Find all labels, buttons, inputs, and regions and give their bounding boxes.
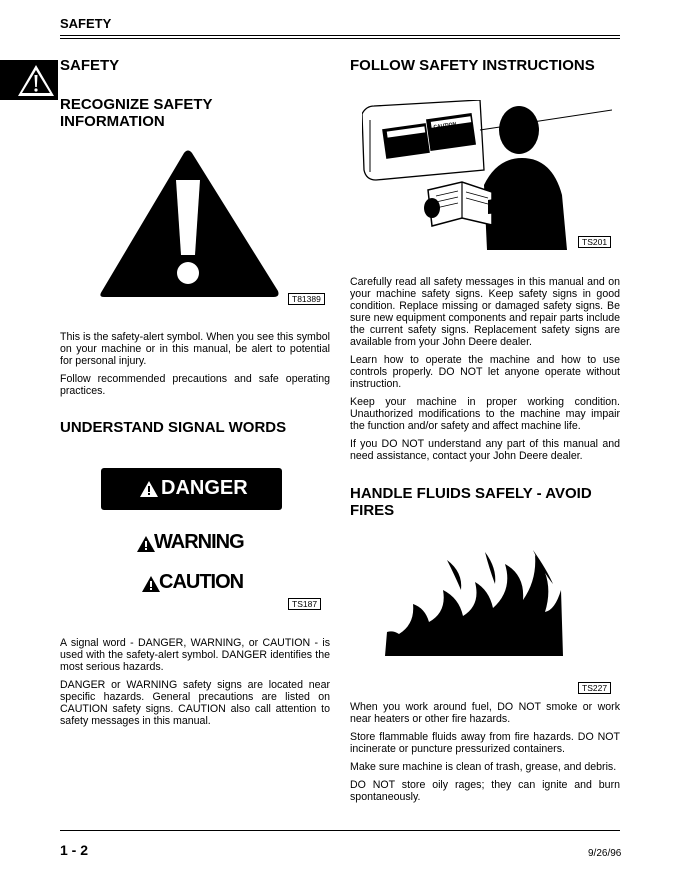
recognize-heading-line1: RECOGNIZE SAFETY [60, 96, 213, 113]
fluids-heading-line2: FIRES [350, 502, 395, 519]
figure-id: TS227 [578, 682, 611, 694]
paragraph: Make sure machine is clean of trash, grease, and debris. [350, 761, 617, 773]
figure-id: TS201 [578, 236, 611, 248]
recognize-heading-line2: INFORMATION [60, 113, 165, 130]
section-title: SAFETY [60, 57, 120, 74]
revision-date: 9/26/96 [588, 848, 622, 859]
paragraph: DANGER or WARNING safety signs are located near specific hazards. General precautions are listed on CAUTION safety signs. CAUTION also call attention to safety messages in this manual. [60, 679, 330, 727]
warning-triangle-icon [0, 60, 58, 100]
paragraph: A signal word - DANGER, WARNING, or CAUTION - is used with the safety-alert symbol. DANGER identifies the most serious hazards. [60, 637, 330, 673]
recognize-heading [60, 96, 213, 130]
warning-word: WARNING [154, 531, 244, 553]
fluids-body [350, 701, 620, 809]
warning-triangle-icon [141, 575, 161, 593]
header-rule [60, 35, 620, 39]
paragraph: If you DO NOT understand any part of this manual and need assistance, contact your John Deere dealer. [350, 438, 620, 462]
safety-tab [0, 60, 58, 100]
signal-heading: UNDERSTAND SIGNAL WORDS [60, 419, 287, 436]
paragraph: This is the safety-alert symbol. When you see this symbol on your machine or in this manual, be alert to potential for personal injury. [60, 331, 330, 367]
warning-triangle-icon [136, 535, 156, 553]
running-header: SAFETY [60, 16, 112, 31]
paragraph: Learn how to operate the machine and how to use controls properly. DO NOT let anyone operate without instruction. [350, 354, 620, 390]
footer-rule [60, 830, 620, 831]
fire-icon [385, 550, 565, 660]
danger-sign [101, 468, 282, 510]
fluids-heading [350, 485, 592, 519]
paragraph: When you work around fuel, DO NOT smoke or work near heaters or other fire hazards. [350, 701, 620, 725]
figure-id: T81389 [288, 293, 325, 305]
figure-id: TS187 [288, 598, 321, 610]
signal-body [60, 637, 330, 733]
paragraph: Store flammable fluids away from fire hazards. DO NOT incinerate or puncture pressurized containers. [350, 731, 620, 755]
paragraph: Keep your machine in proper working condition. Unauthorized modifications to the machine may impair the function and/or safety and affect machine life. [350, 396, 620, 432]
warning-triangle-icon [139, 480, 159, 498]
caution-word: CAUTION [159, 571, 244, 593]
paragraph: DO NOT store oily rages; they can ignite and burn spontaneously. [350, 779, 620, 803]
caution-sign [141, 571, 251, 597]
follow-heading: FOLLOW SAFETY INSTRUCTIONS [350, 57, 595, 74]
follow-body [350, 276, 620, 468]
warning-sign [136, 531, 256, 557]
danger-word: DANGER [161, 477, 248, 499]
caution-sign-label: CAUTION [433, 121, 457, 131]
safety-alert-symbol-icon [100, 147, 290, 307]
person-reading-manual-illustration [362, 100, 612, 250]
paragraph: Carefully read all safety messages in this manual and on your machine safety signs. Keep safety signs in good condition. Replace missing or damaged safety signs. Be sure new equipment components and repair parts include the current safety signs. Replacement safety signs are available from your John Deere dealer. [350, 276, 620, 348]
recognize-body [60, 331, 330, 403]
page-number: 1 - 2 [60, 842, 89, 858]
fluids-heading-line1: HANDLE FLUIDS SAFELY - AVOID [350, 485, 592, 502]
paragraph: Follow recommended precautions and safe operating practices. [60, 373, 330, 397]
